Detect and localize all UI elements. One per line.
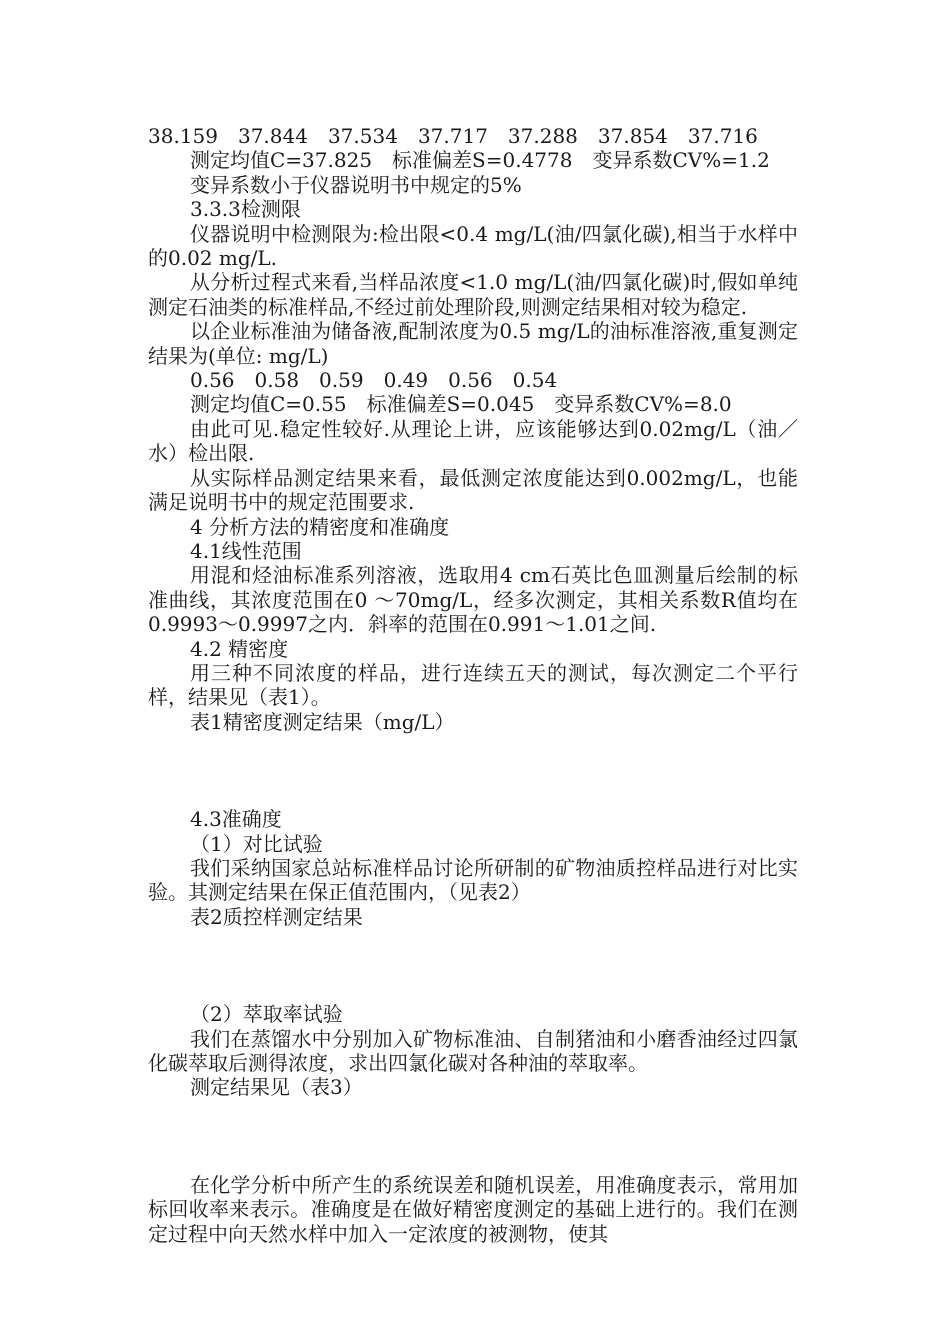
comparison-paragraph: 我们采纳国家总站标准样品讨论所研制的矿物油质控样品进行对比实验。其测定结果在保正值范围内，（见表2）	[148, 855, 798, 905]
table-2-placeholder	[148, 929, 798, 1002]
table-2-caption: 表2质控样测定结果	[190, 904, 363, 929]
table-3-placeholder	[148, 1100, 798, 1173]
section-heading-4-2: 4.2 精密度	[190, 636, 289, 661]
linear-range-paragraph: 用混和烃油标准系列溶液，选取用4 cm石英比色皿测量后绘制的标准曲线，其浓度范围在0 ～70mg/L，经多次测定，其相关系数R值均在0.9993～0.9997之内．斜率的范围在0.991～1.01之间.	[148, 563, 798, 637]
table-1-caption: 表1精密度测定结果（mg/L）	[190, 709, 455, 734]
section-heading-4-3: 4.3准确度	[190, 807, 282, 832]
section-heading-4-1: 4.1线性范围	[190, 538, 302, 563]
analysis-process-paragraph: 从分析过程式来看,当样品浓度<1.0 mg/L(油/四氯化碳)时,假如单纯测定石油类的标准样品,不经过前处理阶段,则测定结果相对较为稳定.	[148, 270, 798, 319]
cv-conclusion: 变异系数小于仪器说明书中规定的5%	[190, 172, 522, 197]
statistics-line-2: 测定均值C=0.55 标准偏差S=0.045 变异系数CV%=8.0	[190, 392, 732, 417]
precision-paragraph: 用三种不同浓度的样品，进行连续五天的测试，每次测定二个平行样，结果见（表1）。	[148, 660, 798, 710]
section-heading-3-3-3: 3.3.3检测限	[190, 197, 301, 222]
document-body	[148, 124, 798, 1246]
subsection-extraction-test: （2）萃取率试验	[190, 1002, 343, 1027]
extraction-paragraph: 我们在蒸馏水中分别加入矿物标准油、自制猪油和小磨香油经过四氯化碳萃取后测得浓度，求出四氯化碳对各种油的萃取率。	[148, 1026, 798, 1075]
subsection-comparison-test: （1）对比试验	[190, 831, 323, 856]
measurement-values-row: 38.159 37.844 37.534 37.717 37.288 37.854 37.716	[148, 124, 758, 148]
detection-limit-paragraph: 仪器说明中检测限为:检出限<0.4 mg/L(油/四氯化碳),相当于水样中的0.02 mg/L.	[148, 221, 798, 271]
actual-sample-paragraph: 从实际样品测定结果来看，最低测定浓度能达到0.002mg/L，也能满足说明书中的规定范围要求.	[148, 465, 798, 515]
table-3-reference: 测定结果见（表3）	[190, 1075, 363, 1100]
standard-oil-paragraph: 以企业标准油为储备液,配制浓度为0.5 mg/L的油标准溶液,重复测定结果为(单位: mg/L)	[148, 319, 798, 368]
stability-paragraph: 由此可见.稳定性较好.从理论上讲，应该能够达到0.02mg/L（油／水）检出限.	[148, 416, 798, 466]
accuracy-paragraph: 在化学分析中所产生的系统误差和随机误差，用准确度表示，常用加标回收率来表示。准确度是在做好精密度测定的基础上进行的。我们在测定过程中向天然水样中加入一定浓度的被测物，使其	[148, 1172, 798, 1246]
statistics-line-1: 测定均值C=37.825 标准偏差S=0.4778 变异系数CV%=1.2	[190, 148, 770, 173]
table-1-placeholder	[148, 734, 798, 807]
repeat-values-row: 0.56 0.58 0.59 0.49 0.56 0.54	[190, 368, 558, 393]
section-heading-4: 4 分析方法的精密度和准确度	[190, 514, 450, 539]
